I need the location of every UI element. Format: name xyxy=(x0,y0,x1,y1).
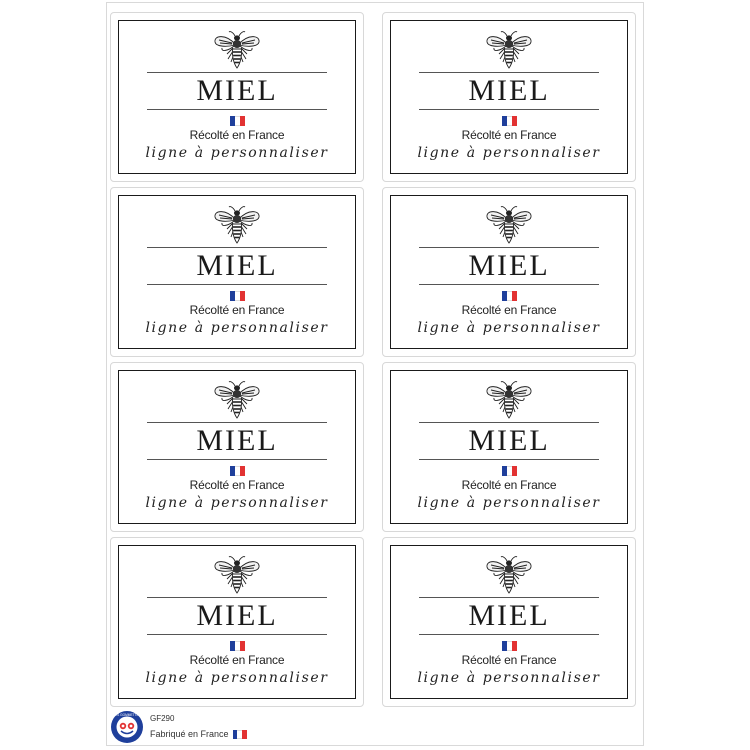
honey-label xyxy=(110,187,364,357)
label-frame xyxy=(118,20,356,174)
label-title: MIEL xyxy=(196,249,278,282)
divider xyxy=(419,634,599,635)
honey-label xyxy=(382,537,636,707)
custom-line: ligne à personnaliser xyxy=(417,495,601,511)
label-title: MIEL xyxy=(196,599,278,632)
french-flag-icon xyxy=(230,291,245,301)
origin-text: Récolté en France xyxy=(461,653,557,667)
honey-label xyxy=(382,12,636,182)
label-title: MIEL xyxy=(468,599,550,632)
origin-text: Récolté en France xyxy=(461,303,557,317)
label-title: MIEL xyxy=(468,424,550,457)
french-flag-icon xyxy=(230,116,245,126)
divider xyxy=(419,109,599,110)
bee-icon xyxy=(210,381,264,419)
bee-icon xyxy=(482,31,536,69)
origin-text: Récolté en France xyxy=(189,303,285,317)
label-frame xyxy=(390,545,628,699)
french-flag-icon xyxy=(230,641,245,651)
bee-icon xyxy=(210,556,264,594)
divider xyxy=(419,459,599,460)
origin-text: Récolté en France xyxy=(189,128,285,142)
product-code: GF290 xyxy=(150,714,175,723)
custom-line: ligne à personnaliser xyxy=(145,145,329,161)
french-flag-icon xyxy=(502,291,517,301)
divider xyxy=(419,597,599,598)
label-frame xyxy=(390,195,628,349)
custom-line: ligne à personnaliser xyxy=(417,145,601,161)
label-title: MIEL xyxy=(468,74,550,107)
label-frame xyxy=(118,195,356,349)
divider xyxy=(147,459,327,460)
divider xyxy=(147,247,327,248)
brand-logo-text: LES GOMMETTES xyxy=(113,713,141,717)
brand-logo-icon xyxy=(110,710,144,744)
french-flag-icon xyxy=(502,116,517,126)
origin-text: Récolté en France xyxy=(189,478,285,492)
custom-line: ligne à personnaliser xyxy=(417,320,601,336)
label-title: MIEL xyxy=(196,74,278,107)
french-flag-icon xyxy=(502,641,517,651)
divider xyxy=(419,247,599,248)
label-frame xyxy=(390,370,628,524)
honey-label xyxy=(382,187,636,357)
custom-line: ligne à personnaliser xyxy=(417,670,601,686)
honey-label xyxy=(110,537,364,707)
divider xyxy=(419,284,599,285)
divider xyxy=(419,72,599,73)
honey-label xyxy=(110,362,364,532)
label-title: MIEL xyxy=(468,249,550,282)
custom-line: ligne à personnaliser xyxy=(145,495,329,511)
french-flag-icon xyxy=(230,466,245,476)
french-flag-icon xyxy=(233,730,247,739)
origin-text: Récolté en France xyxy=(461,478,557,492)
honey-label xyxy=(382,362,636,532)
label-frame xyxy=(118,370,356,524)
custom-line: ligne à personnaliser xyxy=(145,670,329,686)
label-frame xyxy=(390,20,628,174)
divider xyxy=(147,597,327,598)
divider xyxy=(147,72,327,73)
french-flag-icon xyxy=(502,466,517,476)
divider xyxy=(419,422,599,423)
label-frame xyxy=(118,545,356,699)
origin-text: Récolté en France xyxy=(461,128,557,142)
bee-icon xyxy=(482,206,536,244)
divider xyxy=(147,634,327,635)
label-title: MIEL xyxy=(196,424,278,457)
made-in-text: Fabriqué en France xyxy=(150,729,229,739)
origin-text: Récolté en France xyxy=(189,653,285,667)
bee-icon xyxy=(210,31,264,69)
divider xyxy=(147,422,327,423)
honey-label xyxy=(110,12,364,182)
made-in-france xyxy=(150,729,247,739)
custom-line: ligne à personnaliser xyxy=(145,320,329,336)
bee-icon xyxy=(482,381,536,419)
bee-icon xyxy=(210,206,264,244)
divider xyxy=(147,284,327,285)
bee-icon xyxy=(482,556,536,594)
divider xyxy=(147,109,327,110)
